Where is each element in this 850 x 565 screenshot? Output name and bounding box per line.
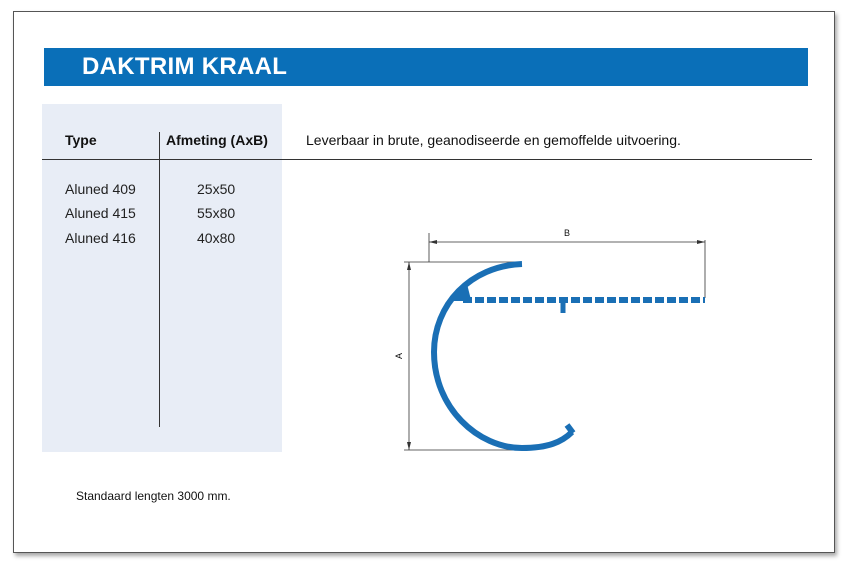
table-row-size: 55x80 [197, 205, 236, 221]
table-row-type: Aluned 416 [65, 230, 136, 246]
table-row-size: 25x50 [197, 181, 236, 197]
description-text: Leverbaar in brute, geanodiseerde en gemoffelde uitvoering. [306, 132, 681, 148]
table-row-type: Aluned 409 [65, 181, 136, 197]
dimension-a-label: A [394, 352, 404, 360]
dimension-b [429, 233, 705, 298]
footnote: Standaard lengten 3000 mm. [76, 489, 231, 503]
dimension-b-label: B [563, 228, 571, 238]
table-row-size: 40x80 [197, 230, 236, 246]
page-title: DAKTRIM KRAAL [44, 48, 808, 86]
column-header-type: Type [65, 132, 97, 148]
kraal-profile [434, 264, 705, 448]
column-header-size: Afmeting (AxB) [166, 132, 268, 148]
table-row-type: Aluned 415 [65, 205, 136, 221]
